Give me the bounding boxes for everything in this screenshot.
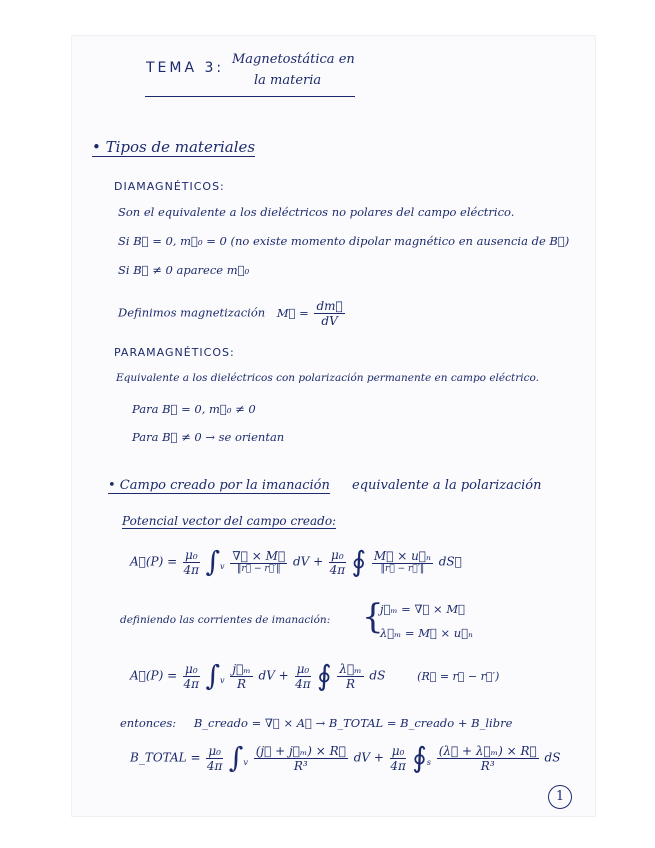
equation-a-potential-1 — [130, 545, 462, 578]
volume-integral-sign-2: ∫ — [205, 659, 221, 692]
surface-integral-sign: ∮ — [351, 545, 367, 578]
eq2-note: (R⃗ = r⃗ − r⃗′) — [417, 669, 500, 683]
j-plus-jm-cross-r: (j⃗ + j⃗ₘ) × R⃗ — [255, 743, 346, 758]
bt-integrand-2 — [437, 745, 539, 772]
dia-line-2: Si B⃗ = 0, m⃗₀ = 0 (no existe momento dipolar magnético en ausencia de B⃗) — [118, 234, 570, 248]
eq2-integrand-1 — [230, 663, 252, 690]
bt-integrand-1 — [254, 745, 348, 772]
mu0-e: μ₀ — [208, 743, 221, 758]
surface-integral-sign-2: ∮ — [317, 659, 332, 692]
title-underline — [145, 96, 355, 97]
lambda-definition: λ⃗ₘ = M⃗ × u⃗ₙ — [380, 626, 473, 640]
surface-integral-sign-3: ∮ — [412, 741, 427, 774]
def-num: dm⃗ — [316, 299, 343, 313]
eq2-ds: dS — [369, 668, 386, 683]
entonces-line — [120, 716, 512, 730]
brace: { — [362, 597, 384, 637]
mu0-b: μ₀ — [331, 547, 344, 562]
diamagneticos-heading: DIAMAGNÉTICOS: — [114, 180, 225, 193]
equation-b-total — [130, 741, 561, 774]
bt-ds: dS — [544, 750, 561, 765]
title-line-1: Magnetostática en — [232, 52, 355, 67]
eq1-coef-1 — [183, 549, 200, 576]
definimos-magnetizacion — [118, 300, 347, 327]
mu0-d: μ₀ — [296, 661, 310, 676]
dia-line-3: Si B⃗ ≠ 0 aparece m⃗₀ — [118, 263, 250, 277]
para-line-1: Equivalente a los dieléctricos con polarización permanente en campo eléctrico. — [116, 372, 539, 384]
title-line-2: la materia — [254, 73, 322, 88]
campo-tail: equivalente a la polarización — [352, 478, 542, 493]
lambdam-over: λ⃗ₘ — [339, 661, 362, 676]
def-lhs: M⃗ = — [276, 305, 309, 320]
volume-integral-sign: ∫ — [205, 545, 221, 578]
dia-line-1: Son el equivalente a los dieléctricos no polares del campo eléctrico. — [118, 205, 515, 219]
eq2-coef-1 — [183, 663, 200, 690]
four-pi-c: 4π — [183, 676, 200, 691]
entonces-equation: B_creado = ∇⃗ × A⃗ → B_TOTAL = B_creado + B_libre — [193, 716, 513, 730]
four-pi-f: 4π — [390, 758, 406, 773]
mu0-f: μ₀ — [391, 743, 405, 758]
dm-dv-fraction — [314, 300, 344, 327]
r-den-2: R — [345, 676, 356, 691]
section-heading-tipos: • Tipos de materiales — [92, 138, 256, 156]
curl-m: ∇⃗ × M⃗ — [232, 549, 286, 563]
r-den-1: R — [237, 676, 247, 691]
bt-coef-2 — [390, 745, 407, 772]
eq2-dv: dV + — [258, 668, 289, 683]
def-den: dV — [321, 314, 338, 328]
dist-2: ‖r⃗ − r⃗′‖ — [380, 564, 425, 574]
four-pi-b: 4π — [329, 562, 346, 577]
four-pi-e: 4π — [206, 758, 223, 773]
paramagneticos-heading: PARAMAGNÉTICOS: — [114, 346, 235, 359]
campo-title: • Campo creado por la imanación — [108, 478, 330, 493]
def-label: Definimos magnetización — [118, 305, 266, 320]
page-number: 1 — [548, 785, 572, 809]
eq1-dv: dV + — [293, 554, 324, 569]
four-pi: 4π — [183, 562, 200, 577]
para-line-2: Para B⃗ = 0, m⃗₀ ≠ 0 — [132, 402, 256, 416]
sub-v-2: v — [220, 675, 225, 685]
eq1-integrand-1 — [230, 550, 287, 574]
r3-den-2: R³ — [480, 758, 495, 773]
sub-v-3: v — [243, 757, 248, 767]
eq2-coef-2 — [295, 663, 312, 690]
four-pi-d: 4π — [295, 676, 311, 691]
eq1-lhs: A⃗(P) = — [130, 554, 178, 569]
eq1-integrand-2 — [372, 550, 433, 574]
sub-s: s — [426, 757, 431, 767]
eq1-ds: dS⃗ — [438, 554, 462, 569]
mu0-c: μ₀ — [185, 661, 198, 676]
mu0: μ₀ — [185, 547, 198, 562]
tema-label: TEMA 3: — [146, 60, 225, 76]
m-cross-un: M⃗ × u⃗ₙ — [373, 549, 431, 563]
r3-den-1: R³ — [293, 758, 308, 773]
bt-dv: dV + — [353, 750, 384, 765]
sub-v: v — [220, 561, 225, 571]
equation-a-potential-2 — [130, 659, 500, 692]
corrientes-label: definiendo las corrientes de imanación: — [120, 614, 331, 626]
bt-lhs: B_TOTAL = — [130, 750, 201, 765]
entonces-label: entonces: — [120, 716, 177, 730]
volume-integral-sign-3: ∫ — [228, 741, 244, 774]
jm-definition: j⃗ₘ = ∇⃗ × M⃗ — [380, 602, 466, 616]
eq2-lhs: A⃗(P) = — [130, 668, 178, 683]
dist-1: ‖r⃗ − r⃗′‖ — [236, 564, 281, 574]
bt-coef-1 — [206, 745, 223, 772]
eq2-integrand-2 — [337, 663, 363, 690]
potencial-vector-label: Potencial vector del campo creado: — [122, 514, 337, 528]
campo-heading — [108, 478, 542, 493]
para-line-3: Para B⃗ ≠ 0 → se orientan — [132, 430, 285, 444]
lambda-plus-lambdam-cross-r: (λ⃗ + λ⃗ₘ) × R⃗ — [438, 743, 537, 758]
jm-over: j⃗ₘ — [232, 661, 251, 676]
eq1-coef-2 — [329, 549, 346, 576]
